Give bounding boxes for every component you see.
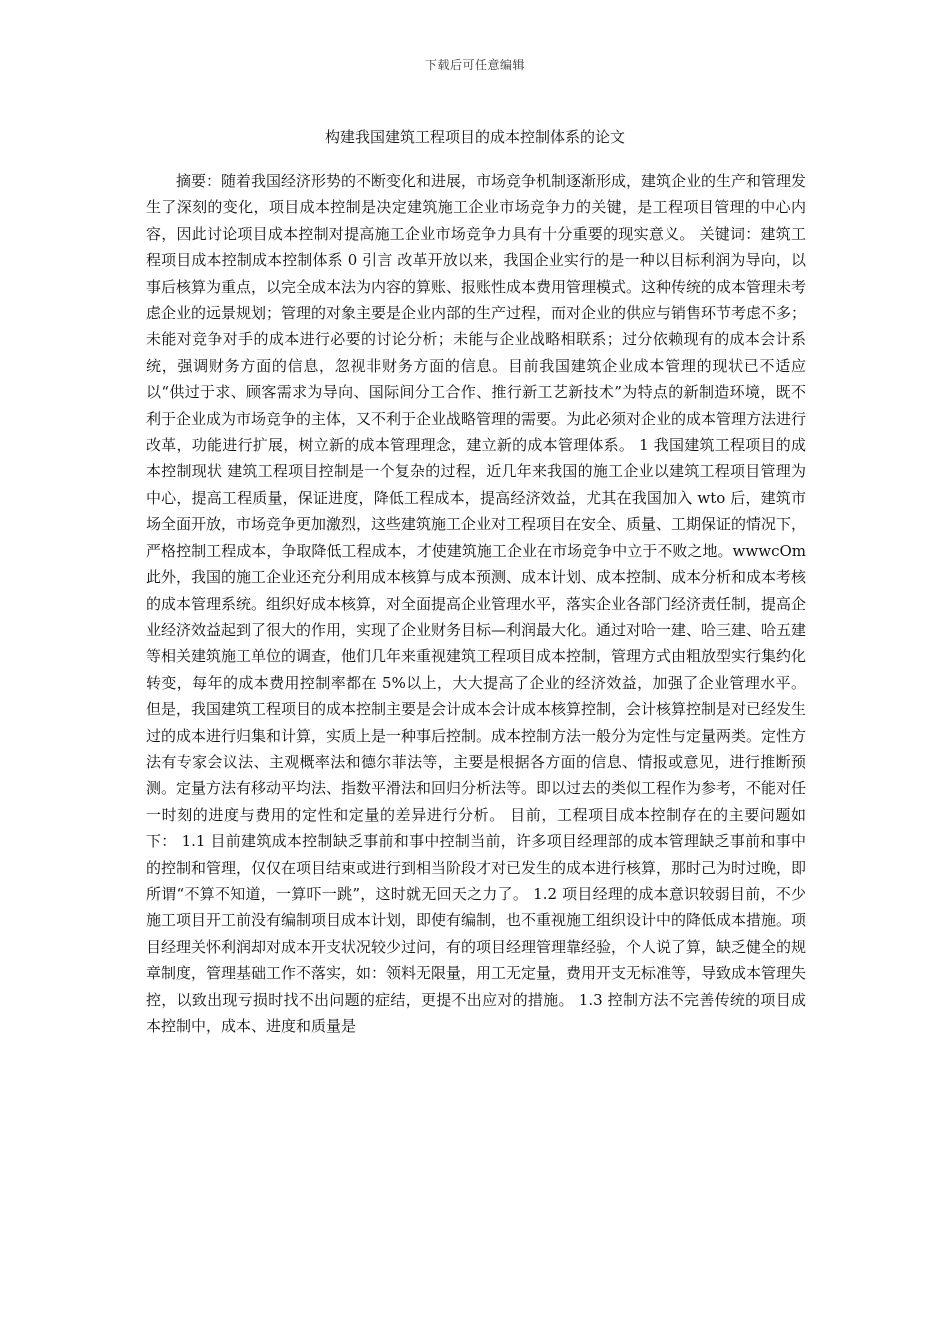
- download-note: 下载后可任意编辑: [424, 58, 525, 72]
- document-title: 构建我国建筑工程项目的成本控制体系的论文: [324, 128, 625, 146]
- document-body: 摘要：随着我国经济形势的不断变化和进展，市场竞争机制逐渐形成，建筑企业的生产和管理发生了深刻的变化，项目成本控制是决定建筑施工企业市场竞争力的关键，是工程项目管理的中心内容，因此讨论项目成本控制对提高施工企业市场竞争力具有十分重要的现实意义。 关键词：建筑工程项目成本控制成本控制体系 0 引言 改革开放以来，我国企业实行的是一种以目标利润为导向，以事后核算为重点，以完全成本法为内容的算账、报账性成本费用管理模式。这种传统的成本管理未考虑企业的远景规划；管理的对象主要是企业内部的生产过程，而对企业的供应与销售环节考虑不多；未能对竞争对手的成本进行必要的讨论分析；未能与企业战略相联系；过分依赖现有的成本会计系统，强调财务方面的信息，忽视非财务方面的信息。目前我国建筑企业成本管理的现状已不适应以“供过于求、顾客需求为导向、国际间分工合作、推行新工艺新技术”为特点的新制造环境，既不利于企业成为市场竞争的主体，又不利于企业战略管理的需要。为此必须对企业的成本管理方法进行改革，功能进行扩展，树立新的成本管理理念，建立新的成本管理体系。 1 我国建筑工程项目的成本控制现状 建筑工程项目控制是一个复杂的过程，近几年来我国的施工企业以建筑工程项目管理为中心，提高工程质量，保证进度，降低工程成本，提高经济效益，尤其在我国加入 wto 后，建筑市场全面开放，市场竞争更加激烈，这些建筑施工企业对工程项目在安全、质量、工期保证的情况下，严格控制工程成本，争取降低工程成本，才使建筑施工企业在市场竞争中立于不败之地。wwwcOm 此外，我国的施工企业还充分利用成本核算与成本预测、成本计划、成本控制、成本分析和成本考核的成本管理系统。组织好成本核算，对全面提高企业管理水平，落实企业各部门经济责任制，提高企业经济效益起到了很大的作用，实现了企业财务目标—利润最大化。通过对哈一建、哈三建、哈五建等相关建筑施工单位的调查，他们几年来重视建筑工程项目成本控制，管理方式由粗放型实行集约化转变，每年的成本费用控制率都在 5%以上，大大提高了企业的经济效益，加强了企业管理水平。 但是，我国建筑工程项目的成本控制主要是会计成本会计成本核算控制，会计核算控制是对已经发生过的成本进行归集和计算，实质上是一种事后控制。成本控制方法一般分为定性与定量两类。定性方法有专家会议法、主观概率法和德尔菲法等，主要是根据各方面的信息、情报或意见，进行推断预测。定量方法有移动平均法、指数平滑法和回归分析法等。即以过去的类似工程作为参考，不能对任一时刻的进度与费用的定性和定量的差异进行分析。 目前，工程项目成本控制存在的主要问题如下： 1.1 目前建筑成本控制缺乏事前和事中控制当前，许多项目经理部的成本管理缺乏事前和事中的控制和管理，仅仅在项目结束或进行到相当阶段才对已发生的成本进行核算，那时己为时过晚，即所谓“不算不知道，一算吓一跳”，这时就无回天之力了。 1.2 项目经理的成本意识较弱目前，不少施工项目开工前没有编制项目成本计划，即使有编制，也不重视施工组织设计中的降低成本措施。项目经理关怀利润却对成本开支状况较少过问，有的项目经理管理靠经验，个人说了算，缺乏健全的规章制度，管理基础工作不落实，如：领料无限量，用工无定量，费用开支无标准等，导致成本管理失控，以致出现亏损时找不出问题的症结，更提不出应对的措施。 1.3 控制方法不完善传统的项目成本控制中，成本、进度和质量是: [146, 172, 807, 1035]
